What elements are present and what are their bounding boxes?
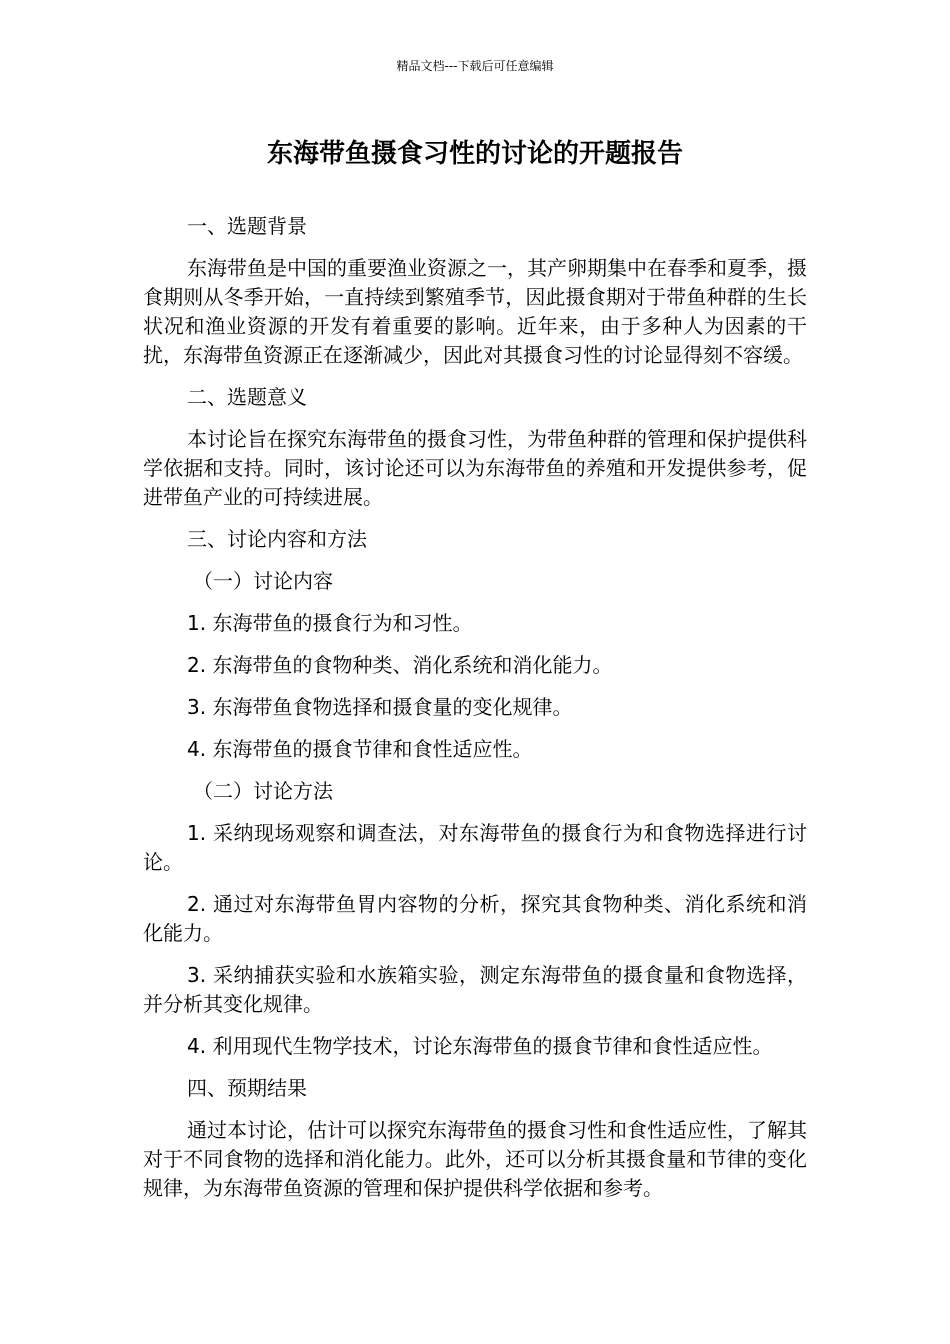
subheading-content: （一）讨论内容 [193, 569, 333, 593]
method-item: 3. 采纳捕获实验和水族箱实验，测定东海带鱼的摄食量和食物选择，并分析其变化规律。 [143, 963, 807, 1016]
list-item: 1. 东海带鱼的摄食行为和习性。 [187, 611, 473, 635]
subheading-methods: （二）讨论方法 [193, 779, 333, 803]
method-item: 2. 通过对东海带鱼胃内容物的分析，探究其食物种类、消化系统和消化能力。 [143, 892, 807, 945]
section-heading-significance: 二、选题意义 [187, 385, 307, 409]
method-item: 4. 利用现代生物学技术，讨论东海带鱼的摄食节律和食性适应性。 [187, 1034, 773, 1058]
document-title: 东海带鱼摄食习性的讨论的开题报告 [266, 139, 683, 169]
section-heading-expected-results: 四、预期结果 [187, 1076, 307, 1100]
paragraph-expected-results: 通过本讨论，估计可以探究东海带鱼的摄食习性和食性适应性，了解其对于不同食物的选择和消化能力。此外，还可以分析其摄食量和节律的变化规律，为东海带鱼资源的管理和保护提供科学依据和参考。 [143, 1118, 807, 1200]
paragraph-background: 东海带鱼是中国的重要渔业资源之一，其产卵期集中在春季和夏季，摄食期则从冬季开始，一直持续到繁殖季节，因此摄食期对于带鱼种群的生长状况和渔业资源的开发有着重要的影响。近年来，由于多种人为因素的干扰，东海带鱼资源正在逐渐减少，因此对其摄食习性的讨论显得刻不容缓。 [143, 256, 807, 367]
page-header: 精品文档---下载后可任意编辑 [396, 59, 554, 73]
method-item: 1. 采纳现场观察和调查法，对东海带鱼的摄食行为和食物选择进行讨论。 [143, 821, 807, 874]
list-item: 4. 东海带鱼的摄食节律和食性适应性。 [187, 737, 533, 761]
list-item: 3. 东海带鱼食物选择和摄食量的变化规律。 [187, 695, 573, 719]
section-heading-content-methods: 三、讨论内容和方法 [187, 527, 367, 551]
section-heading-background: 一、选题背景 [187, 214, 307, 238]
list-item: 2. 东海带鱼的食物种类、消化系统和消化能力。 [187, 653, 613, 677]
document-body [143, 212, 807, 1216]
paragraph-significance: 本讨论旨在探究东海带鱼的摄食习性，为带鱼种群的管理和保护提供科学依据和支持。同时，该讨论还可以为东海带鱼的养殖和开发提供参考，促进带鱼产业的可持续进展。 [143, 427, 807, 509]
